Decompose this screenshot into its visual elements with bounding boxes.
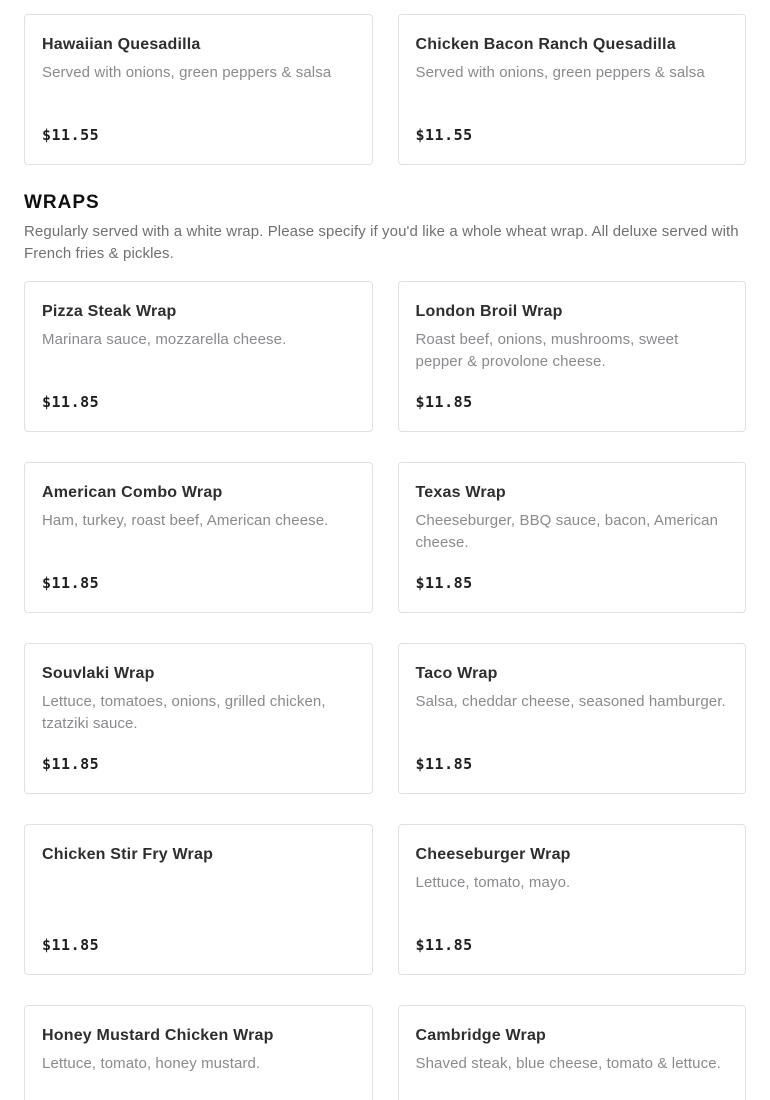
section-description: Regularly served with a white wrap. Please specify if you'd like a whole wheat wrap. All deluxe served with French fries & pickles. <box>24 223 739 262</box>
menu-item-card[interactable] <box>24 462 373 613</box>
menu-item-price: $11.55 <box>42 126 100 144</box>
menu-item-card[interactable] <box>24 824 373 975</box>
menu-item-price: $11.85 <box>415 936 473 954</box>
menu-item-card[interactable] <box>398 824 747 975</box>
menu-item-description: Served with onions, green peppers & salsa <box>415 64 705 81</box>
menu-item-card[interactable] <box>24 1005 373 1100</box>
menu-item-price: $11.85 <box>42 393 100 411</box>
menu-item-card[interactable] <box>24 281 373 432</box>
menu-item-name: American Combo Wrap <box>42 484 223 501</box>
menu-item-name: Pizza Steak Wrap <box>42 303 177 320</box>
menu-item-description: Lettuce, tomatoes, onions, grilled chicken, tzatziki sauce. <box>42 693 326 732</box>
menu-item-name: Chicken Stir Fry Wrap <box>42 846 214 863</box>
menu-item-card[interactable] <box>398 281 747 432</box>
menu-item-description: Cheeseburger, BBQ sauce, bacon, American cheese. <box>415 512 719 551</box>
quesadilla-card-grid <box>24 14 746 165</box>
menu-item-name: Taco Wrap <box>415 665 498 682</box>
menu-item-description: Lettuce, tomato, mayo. <box>415 874 571 891</box>
menu-item-price: $11.85 <box>415 755 473 773</box>
menu-item-description: Lettuce, tomato, honey mustard. <box>42 1055 261 1072</box>
menu-item-price: $11.85 <box>42 936 100 954</box>
menu-item-card[interactable] <box>24 14 373 165</box>
menu-item-description: Ham, turkey, roast beef, American cheese. <box>42 512 329 529</box>
menu-item-description: Marinara sauce, mozzarella cheese. <box>42 331 287 348</box>
menu-item-price: $11.85 <box>415 393 473 411</box>
menu-item-name: London Broil Wrap <box>415 303 563 320</box>
menu-item-price: $11.85 <box>42 755 100 773</box>
wraps-card-grid <box>24 281 746 1100</box>
menu-item-price: $11.85 <box>42 574 100 592</box>
menu-item-card[interactable] <box>398 14 747 165</box>
menu-item-price: $11.85 <box>415 574 473 592</box>
menu-item-name: Texas Wrap <box>415 484 506 501</box>
menu-item-card[interactable] <box>398 1005 747 1100</box>
menu-item-description: Shaved steak, blue cheese, tomato & lettuce. <box>415 1055 721 1072</box>
menu-item-card[interactable] <box>24 643 373 794</box>
wraps-section-header <box>24 192 746 265</box>
menu-item-name: Chicken Bacon Ranch Quesadilla <box>415 36 676 53</box>
menu-item-name: Honey Mustard Chicken Wrap <box>42 1027 274 1044</box>
menu-item-price: $11.55 <box>415 126 473 144</box>
menu-item-name: Hawaiian Quesadilla <box>42 36 201 53</box>
menu-item-description: Salsa, cheddar cheese, seasoned hamburger. <box>415 693 726 710</box>
menu-item-name: Souvlaki Wrap <box>42 665 155 682</box>
menu-item-description: Roast beef, onions, mushrooms, sweet pepper & provolone cheese. <box>415 331 679 370</box>
menu-item-description: Served with onions, green peppers & salsa <box>42 64 332 81</box>
menu-item-name: Cheeseburger Wrap <box>415 846 571 863</box>
menu-item-card[interactable] <box>398 643 747 794</box>
menu-item-name: Cambridge Wrap <box>415 1027 547 1044</box>
menu-item-card[interactable] <box>398 462 747 613</box>
section-heading-wraps: WRAPS <box>24 192 100 213</box>
